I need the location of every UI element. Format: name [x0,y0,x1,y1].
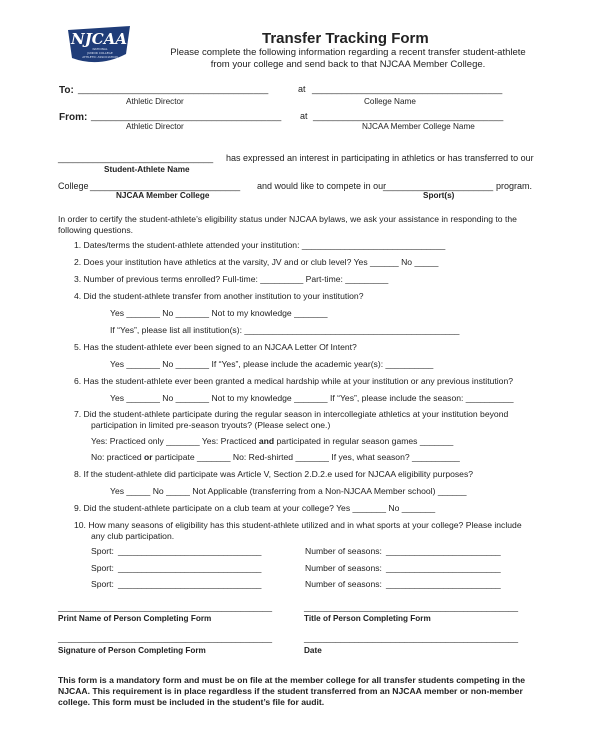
student-athlete-name-caption: Student-Athlete Name [104,165,190,174]
from-member-college-field[interactable]: ______________________________________ [313,111,504,121]
seasons-label-2: Number of seasons: [305,563,382,573]
question-4: 4. Did the student-athlete transfer from another institution to your institution? [74,291,364,301]
njcaa-member-college-field[interactable]: ______________________________ [90,181,241,191]
to-college-name-field[interactable]: ______________________________________ [312,84,503,94]
sport-field-3[interactable]: ______________________________ [118,579,262,589]
form-title: Transfer Tracking Form [262,30,429,47]
question-7-no-options[interactable]: No: practiced or participate _______ No: Red-shirted _______ If yes, what season? __________ [91,452,460,462]
question-10-line-2: any club participation. [91,531,175,541]
question-7-line-2: participation in limited pre-season tryouts? (Please select one.) [91,420,331,430]
college-label: College [58,181,89,191]
date-field[interactable]: _______________________________________________ [304,634,519,643]
print-name-field[interactable]: _______________________________________________ [58,603,273,612]
print-name-caption: Print Name of Person Completing Form [58,614,212,623]
question-6-options[interactable]: Yes _______ No _______ Not to my knowledge _______ If “Yes”, please include the season: __________ [110,393,514,403]
sport-field-1[interactable]: ______________________________ [118,546,262,556]
intro-paragraph: In order to certify the student-athlete’s eligibility status under NJCAA bylaws, we ask your assistance in responding to the following questions. [58,214,517,235]
sport-label-1: Sport: [91,546,114,556]
logo-sub1: NATIONAL [92,47,108,51]
seasons-label-1: Number of seasons: [305,546,382,556]
sport-label-3: Sport: [91,579,114,589]
question-5-options[interactable]: Yes _______ No _______ If “Yes”, please include the academic year(s): __________ [110,359,434,369]
question-4-options[interactable]: Yes _______ No _______ Not to my knowledge _______ [110,308,328,318]
njcaa-logo [64,24,134,66]
signature-caption: Signature of Person Completing Form [58,646,206,655]
question-8: 8. If the student-athlete did participate was Article V, Section 2.D.2.e used for NJCAA eligibility purposes? [74,469,474,479]
footer-line-3: college. This form must be included in the student’s file for audit. [58,697,325,707]
question-1[interactable]: 1. Dates/terms the student-athlete attended your institution: ______________________________ [74,240,446,250]
header-line-2: from your college and send back to that NJCAA Member College. [210,59,486,70]
question-10-line-1: 10. How many seasons of eligibility has this student-athlete utilized and in what sports at your college? Please include [74,520,522,530]
question-7-line-1: 7. Did the student-athlete participate during the regular season in intercollegiate athletics at your institution beyond [74,409,509,419]
question-3[interactable]: 3. Number of previous terms enrolled? Full-time: _________ Part-time: _________ [74,274,389,284]
to-at: at [298,84,306,94]
to-college-name-caption: College Name [364,97,416,106]
to-athletic-director-caption: Athletic Director [126,97,184,106]
seasons-label-3: Number of seasons: [305,579,382,589]
question-4-institutions[interactable]: If “Yes”, please list all institution(s): _____________________________________________ [110,325,460,335]
logo-sub2: JUNIOR COLLEGE [87,51,113,55]
sport-label-2: Sport: [91,563,114,573]
question-7-yes-options[interactable]: Yes: Practiced only _______ Yes: Practiced and participated in regular season games _______ [91,436,454,446]
program-text: program. [496,181,533,191]
question-6: 6. Has the student-athlete ever been granted a medical hardship while at your institution or any previous institution? [74,376,514,386]
to-athletic-director-field[interactable]: ______________________________________ [78,84,269,94]
seasons-field-2[interactable]: ________________________ [386,563,501,573]
question-8-options[interactable]: Yes _____ No _____ Not Applicable (transferring from a Non-NJCAA Member school) ______ [110,486,467,496]
sports-caption: Sport(s) [423,191,455,200]
from-member-college-caption: NJCAA Member College Name [362,122,475,131]
question-5: 5. Has the student-athlete ever been signed to an NJCAA Letter Of Intent? [74,342,357,352]
to-label: To: [59,85,74,96]
seasons-field-1[interactable]: ________________________ [386,546,501,556]
question-9[interactable]: 9. Did the student-athlete participate on a club team at your college? Yes _______ No _______ [74,503,436,513]
from-at: at [300,111,308,121]
sport-field-2[interactable]: ______________________________ [118,563,262,573]
has-expressed-text: has expressed an interest in participating in athletics or has transferred to our [226,153,534,163]
student-athlete-name-field[interactable]: _______________________________ [58,153,214,163]
logo-text: NJCAA [70,30,128,48]
from-athletic-director-field[interactable]: ______________________________________ [91,111,282,121]
title-field[interactable]: _______________________________________________ [304,603,519,612]
logo-sub3: ATHLETIC ASSOCIATION [82,55,118,59]
njcaa-member-college-caption: NJCAA Member College [116,191,210,200]
from-label: From: [59,112,88,123]
question-2[interactable]: 2. Does your institution have athletics at the varsity, JV and or club level? Yes ______ No _____ [74,257,439,267]
seasons-field-3[interactable]: ________________________ [386,579,501,589]
header-line-1: Please complete the following information regarding a recent transfer student-athlete [170,47,526,58]
would-like-text: and would like to compete in our [257,181,387,191]
from-athletic-director-caption: Athletic Director [126,122,184,131]
date-caption: Date [304,646,322,655]
title-caption: Title of Person Completing Form [304,614,431,623]
footer-line-1: This form is a mandatory form and must be on file at the member college for all transfer students competing in the [58,675,526,685]
sports-field[interactable]: ______________________ [383,181,494,191]
signature-field[interactable]: _______________________________________________ [58,634,273,643]
footer-line-2: NJCAA. This requirement is in place regardless if the student transferred from an NJCAA member or non-member [58,686,523,696]
